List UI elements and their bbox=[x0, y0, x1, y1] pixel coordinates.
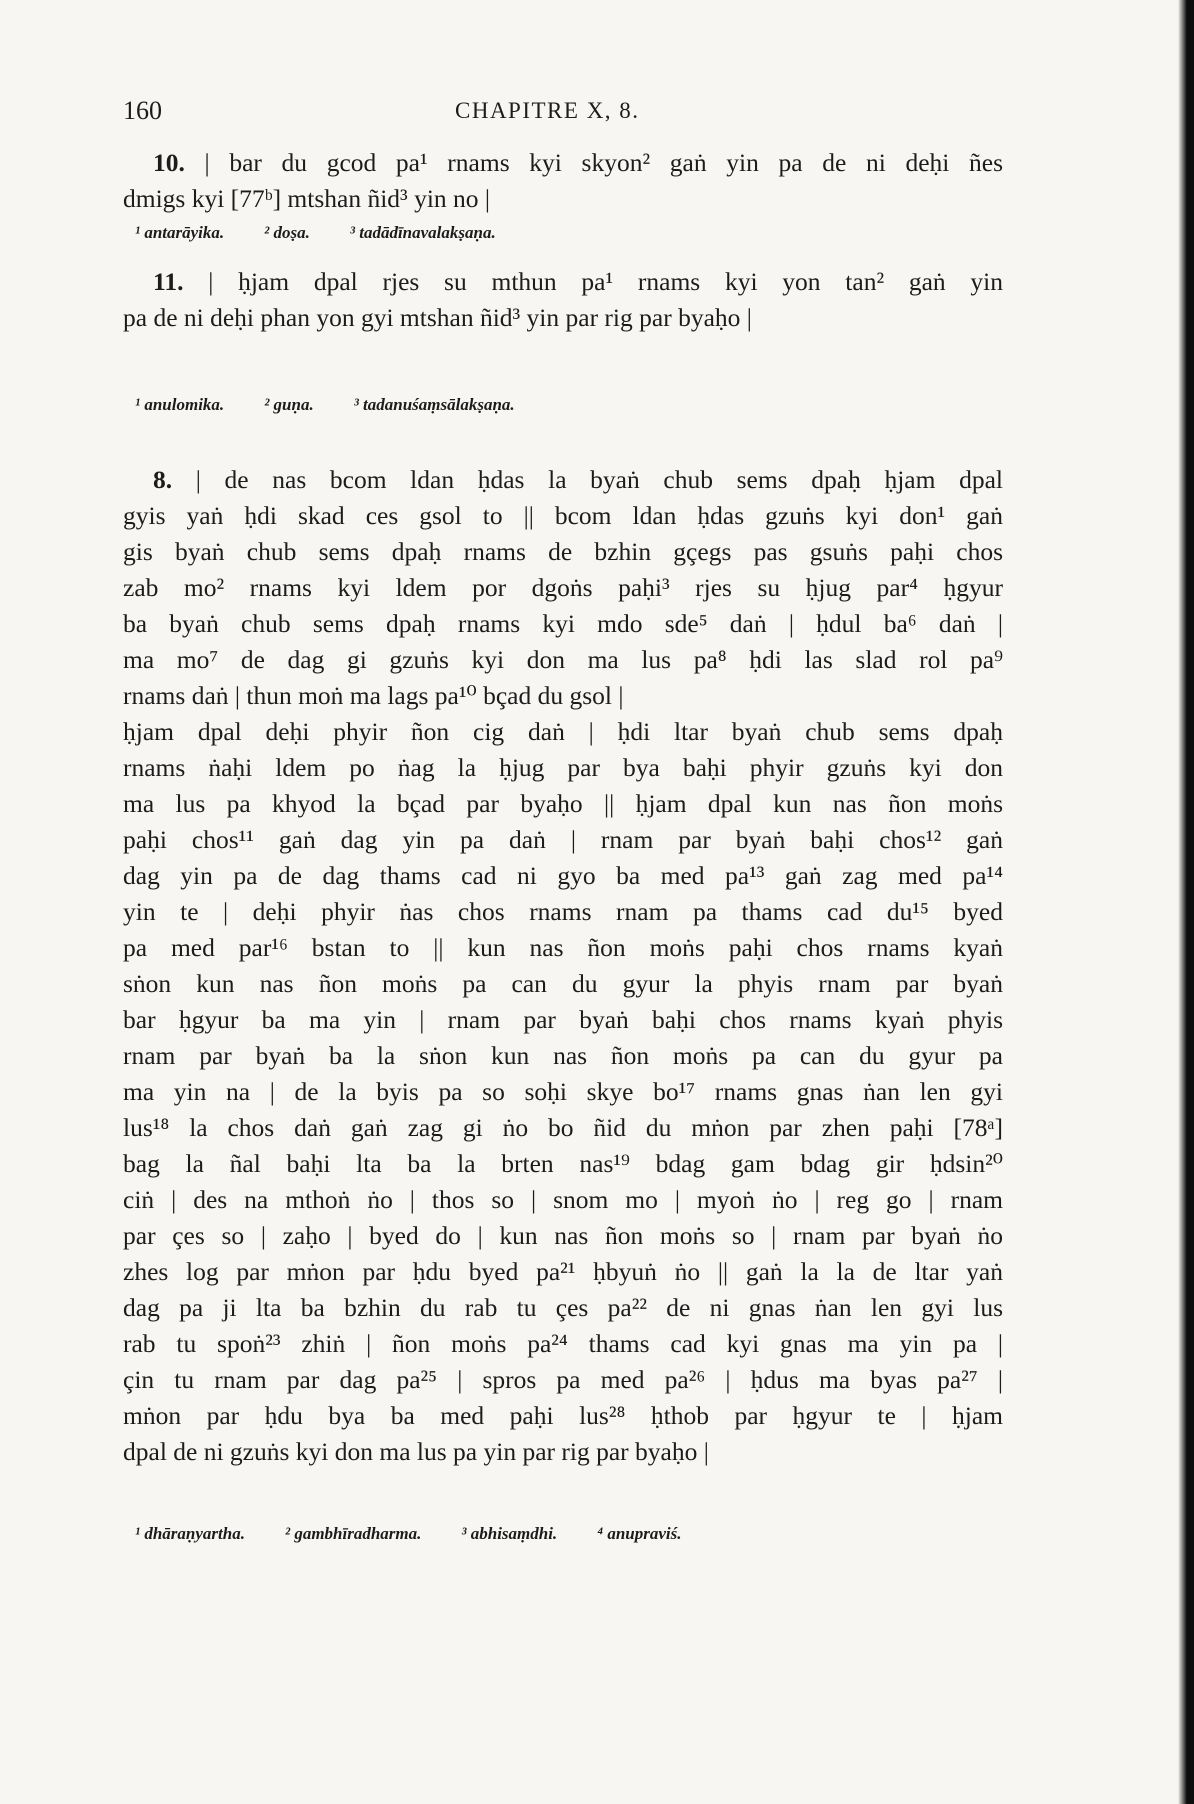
text-line bbox=[123, 145, 1003, 181]
text-line: rnams daṅ | thun moṅ ma lags pa¹⁰ bçad du gsol | bbox=[123, 681, 624, 710]
text-line: bar ḥgyur ba ma yin | rnam par byaṅ baḥi chos rnams kyaṅ phyis bbox=[123, 1005, 1003, 1034]
text-line: dag yin pa de dag thams cad ni gyo ba med pa¹³ gaṅ zag med pa¹⁴ bbox=[123, 861, 1003, 890]
text-line: ma lus pa khyod la bçad par byaḥo || ḥjam dpal kun nas ñon moṅs bbox=[123, 789, 1003, 818]
footnote: ² gambhīradharma. bbox=[284, 1524, 422, 1543]
text-line: bag la ñal baḥi lta ba la brten nas¹⁹ bdag gam bdag gir ḥdsin²⁰ bbox=[123, 1149, 1003, 1178]
text-line: gyis yaṅ ḥdi skad ces gsol to || bcom ldan ḥdas gzuṅs kyi don¹ gaṅ bbox=[123, 501, 1003, 530]
text-line bbox=[123, 264, 1003, 300]
running-head: CHAPITRE X, 8. bbox=[455, 98, 640, 123]
footnotes-10 bbox=[135, 223, 536, 243]
text-line: gis byaṅ chub sems dpaḥ rnams de bzhin gçegs pas gsuṅs paḥi chos bbox=[123, 537, 1003, 566]
footnote: ² guṇa. bbox=[264, 395, 314, 414]
page-number: 160 bbox=[123, 96, 162, 125]
text-line: ma mo⁷ de dag gi gzuṅs kyi don ma lus pa⁸ ḥdi las slad rol pa⁹ bbox=[123, 645, 1003, 674]
text-line: zhes log par mṅon par ḥdu byed pa²¹ ḥbyuṅ ṅo || gaṅ la la de ltar yaṅ bbox=[123, 1257, 1003, 1286]
text-line: par çes so | zaḥo | byed do | kun nas ñon moṅs so | rnam par byaṅ ṅo bbox=[123, 1221, 1003, 1250]
section-11 bbox=[123, 264, 1003, 336]
footnotes-11 bbox=[135, 395, 555, 415]
footnote: ¹ antarāyika. bbox=[135, 223, 225, 242]
text-line: ma yin na | de la byis pa so soḥi skye bo¹⁷ rnams gnas ṅan len gyi bbox=[123, 1077, 1003, 1106]
footnote: ¹ dhāraṇyartha. bbox=[135, 1524, 245, 1543]
text-line: zab mo² rnams kyi ldem por dgoṅs paḥi³ rjes su ḥjug par⁴ ḥgyur bbox=[123, 573, 1003, 602]
text-line: ba byaṅ chub sems dpaḥ rnams kyi mdo sde⁵ daṅ | ḥdul ba⁶ daṅ | bbox=[123, 609, 1003, 638]
text-line: ciṅ | des na mthoṅ ṅo | thos so | snom mo | myoṅ ṅo | reg go | rnam bbox=[123, 1185, 1003, 1214]
footnote: ⁴ anupraviś. bbox=[597, 1524, 682, 1543]
text-line: mṅon par ḥdu bya ba med paḥi lus²⁸ ḥthob par ḥgyur te | ḥjam bbox=[123, 1401, 1003, 1430]
line-text: | de nas bcom ldan ḥdas la byaṅ chub sems dpaḥ ḥjam dpal bbox=[195, 465, 1004, 494]
text-line: yin te | deḥi phyir ṅas chos rnams rnam pa thams cad du¹⁵ byed bbox=[123, 897, 1003, 926]
text-line: pa de ni deḥi phan yon gyi mtshan ñid³ yin par rig par byaḥo | bbox=[123, 303, 752, 332]
text-line: dpal de ni gzuṅs kyi don ma lus pa yin par rig par byaḥo | bbox=[123, 1437, 709, 1466]
line-text: | ḥjam dpal rjes su mthun pa¹ rnams kyi yon tan² gaṅ yin bbox=[208, 267, 1004, 296]
text-line: dmigs kyi [77ᵇ] mtshan ñid³ yin no | bbox=[123, 184, 491, 213]
text-line: sṅon kun nas ñon moṅs pa can du gyur la phyis rnam par byaṅ bbox=[123, 969, 1003, 998]
text-line: rnam par byaṅ ba la sṅon kun nas ñon moṅs pa can du gyur pa bbox=[123, 1041, 1003, 1070]
text-line: rab tu spoṅ²³ zhiṅ | ñon moṅs pa²⁴ thams cad kyi gnas ma yin pa | bbox=[123, 1329, 1003, 1358]
footnotes-8 bbox=[135, 1524, 722, 1544]
section-10 bbox=[123, 145, 1003, 217]
footnote: ³ tadanuśaṃsālakṣaṇa. bbox=[353, 395, 515, 414]
text-line: lus¹⁸ la chos daṅ gaṅ zag gi ṅo bo ñid du mṅon par zhen paḥi [78ᵃ] bbox=[123, 1113, 1003, 1142]
text-line: paḥi chos¹¹ gaṅ dag yin pa daṅ | rnam par byaṅ baḥi chos¹² gaṅ bbox=[123, 825, 1003, 854]
text-line: rnams ṅaḥi ldem po ṅag la ḥjug par bya baḥi phyir gzuṅs kyi don bbox=[123, 753, 1003, 782]
line-text: | bar du gcod pa¹ rnams kyi skyon² gaṅ yin pa de ni deḥi ñes bbox=[204, 148, 1004, 177]
footnote: ² doṣa. bbox=[264, 223, 310, 242]
text-line: çin tu rnam par dag pa²⁵ | spros pa med pa²⁶ | ḥdus ma byas pa²⁷ | bbox=[123, 1365, 1003, 1394]
text-line: dag pa ji lta ba bzhin du rab tu çes pa²² de ni gnas ṅan len gyi lus bbox=[123, 1293, 1003, 1322]
text-line: pa med par¹⁶ bstan to || kun nas ñon moṅs paḥi chos rnams kyaṅ bbox=[123, 933, 1003, 962]
section-number: 8. bbox=[153, 465, 173, 494]
section-number: 11. bbox=[153, 267, 184, 296]
page-edge-shadow bbox=[1178, 0, 1194, 1804]
footnote: ³ abhisaṃdhi. bbox=[461, 1524, 558, 1543]
footnote: ¹ anulomika. bbox=[135, 395, 225, 414]
footnote: ³ tadādīnavalakṣaṇa. bbox=[349, 223, 496, 242]
text-line: ḥjam dpal deḥi phyir ñon cig daṅ | ḥdi ltar byaṅ chub sems dpaḥ bbox=[123, 717, 1003, 746]
section-number: 10. bbox=[153, 148, 185, 177]
text-line bbox=[123, 462, 1003, 498]
section-8 bbox=[123, 462, 1003, 1470]
